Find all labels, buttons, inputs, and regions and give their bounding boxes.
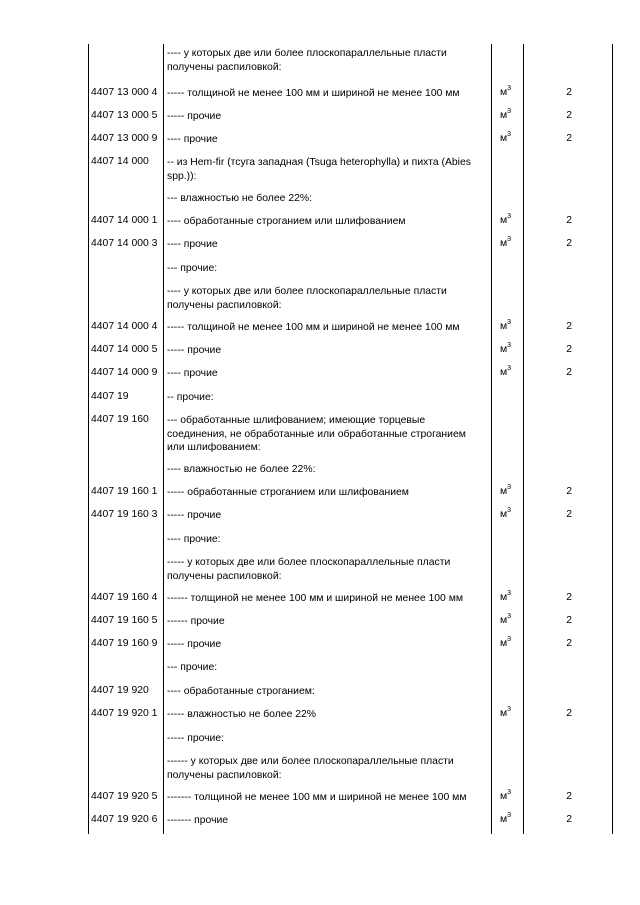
unit-superscript: 3 [507, 130, 512, 138]
unit-superscript: 3 [507, 235, 512, 243]
unit-of-measure [500, 589, 512, 603]
unit-base: м [500, 110, 508, 121]
duty-rate: 2 [566, 110, 572, 121]
table-border-right [612, 44, 613, 834]
duty-rate: 2 [566, 486, 572, 497]
unit-base: м [500, 615, 508, 626]
tariff-code: 4407 13 000 4 [91, 87, 158, 98]
goods-description: ----- влажностью не более 22% [167, 709, 317, 720]
tariff-code: 4407 14 000 5 [91, 344, 158, 355]
goods-description: ---- прочие [167, 134, 218, 145]
unit-base: м [500, 238, 508, 249]
tariff-code: 4407 19 920 6 [91, 814, 158, 825]
unit-of-measure [500, 318, 512, 332]
unit-superscript: 3 [507, 84, 512, 92]
unit-of-measure [500, 235, 512, 249]
unit-superscript: 3 [507, 107, 512, 115]
duty-rate: 2 [566, 321, 572, 332]
goods-description: ------- прочие [167, 815, 229, 826]
goods-description: ---- у которых две или более плоскопараллельные пласти получены распиловкой: [167, 48, 447, 73]
tariff-code: 4407 19 920 [91, 685, 149, 696]
goods-description: ---- влажностью не более 22%: [167, 464, 316, 475]
goods-description: ---- у которых две или более плоскопараллельные пласти получены распиловкой: [167, 286, 447, 311]
goods-description: ----- прочие [167, 345, 222, 356]
tariff-code: 4407 19 160 4 [91, 592, 158, 603]
goods-description: -- из Hem-fir (тсуга западная (Tsuga heterophylla) и пихта (Abies spp.)): [167, 157, 471, 182]
tariff-code: 4407 19 160 1 [91, 486, 158, 497]
goods-description: ------- толщиной не менее 100 мм и шириной не менее 100 мм [167, 792, 467, 803]
unit-superscript: 3 [507, 364, 512, 372]
unit-base: м [500, 367, 508, 378]
unit-base: м [500, 638, 508, 649]
unit-base: м [500, 509, 508, 520]
duty-rate: 2 [566, 344, 572, 355]
column-divider-description [491, 44, 492, 834]
unit-superscript: 3 [507, 811, 512, 819]
unit-base: м [500, 215, 508, 226]
tariff-code: 4407 19 [91, 391, 129, 402]
duty-rate: 2 [566, 509, 572, 520]
unit-of-measure [500, 612, 512, 626]
unit-superscript: 3 [507, 506, 512, 514]
goods-description: --- прочие: [167, 662, 218, 673]
duty-rate: 2 [566, 592, 572, 603]
unit-of-measure [500, 811, 512, 825]
unit-superscript: 3 [507, 705, 512, 713]
unit-base: м [500, 814, 508, 825]
goods-description: ---- прочие [167, 239, 218, 250]
unit-of-measure [500, 107, 512, 121]
goods-description: --- влажностью не более 22%: [167, 193, 313, 204]
unit-of-measure [500, 341, 512, 355]
goods-description: ------ прочие [167, 616, 225, 627]
tariff-code: 4407 14 000 4 [91, 321, 158, 332]
duty-rate: 2 [566, 615, 572, 626]
unit-of-measure [500, 705, 512, 719]
unit-superscript: 3 [507, 341, 512, 349]
unit-of-measure [500, 788, 512, 802]
column-divider-code [163, 44, 164, 834]
unit-superscript: 3 [507, 788, 512, 796]
unit-of-measure [500, 483, 512, 497]
tariff-code: 4407 19 160 3 [91, 509, 158, 520]
unit-base: м [500, 133, 508, 144]
tariff-code: 4407 13 000 5 [91, 110, 158, 121]
goods-description: ----- прочие [167, 111, 222, 122]
unit-superscript: 3 [507, 612, 512, 620]
goods-description: ---- прочие [167, 368, 218, 379]
tariff-code: 4407 14 000 1 [91, 215, 158, 226]
tariff-code: 4407 14 000 9 [91, 367, 158, 378]
goods-description: ----- толщиной не менее 100 мм и шириной не менее 100 мм [167, 322, 460, 333]
goods-description: ---- прочие: [167, 534, 221, 545]
goods-description: ----- прочие [167, 639, 222, 650]
duty-rate: 2 [566, 814, 572, 825]
unit-superscript: 3 [507, 212, 512, 220]
unit-superscript: 3 [507, 318, 512, 326]
goods-description: ------ толщиной не менее 100 мм и шириной не менее 100 мм [167, 593, 464, 604]
duty-rate: 2 [566, 367, 572, 378]
tariff-code: 4407 14 000 [91, 156, 149, 167]
unit-of-measure [500, 506, 512, 520]
unit-base: м [500, 486, 508, 497]
duty-rate: 2 [566, 238, 572, 249]
duty-rate: 2 [566, 791, 572, 802]
goods-description: ----- прочие: [167, 733, 225, 744]
unit-base: м [500, 592, 508, 603]
goods-description: --- обработанные шлифованием; имеющие торцевые соединения, не обработанные или обработанные строганием или шлифованием: [167, 415, 466, 453]
unit-superscript: 3 [507, 635, 512, 643]
unit-of-measure [500, 130, 512, 144]
tariff-code: 4407 19 160 9 [91, 638, 158, 649]
unit-of-measure [500, 635, 512, 649]
unit-base: м [500, 87, 508, 98]
goods-description: ---- обработанные строганием: [167, 686, 315, 697]
tariff-code: 4407 14 000 3 [91, 238, 158, 249]
goods-description: ----- у которых две или более плоскопараллельные пласти получены распиловкой: [167, 557, 451, 582]
unit-of-measure [500, 212, 512, 226]
unit-base: м [500, 708, 508, 719]
tariff-code: 4407 19 920 5 [91, 791, 158, 802]
tariff-code: 4407 19 160 5 [91, 615, 158, 626]
goods-description: ----- обработанные строганием или шлифованием [167, 487, 409, 498]
unit-base: м [500, 344, 508, 355]
goods-description: ------ у которых две или более плоскопараллельные пласти получены распиловкой: [167, 756, 454, 781]
goods-description: --- прочие: [167, 263, 218, 274]
goods-description: ----- толщиной не менее 100 мм и шириной не менее 100 мм [167, 88, 460, 99]
duty-rate: 2 [566, 708, 572, 719]
unit-superscript: 3 [507, 483, 512, 491]
table-border-left [88, 44, 89, 834]
tariff-code: 4407 19 160 [91, 414, 149, 425]
tariff-code: 4407 19 920 1 [91, 708, 158, 719]
unit-of-measure [500, 84, 512, 98]
duty-rate: 2 [566, 215, 572, 226]
unit-superscript: 3 [507, 589, 512, 597]
goods-description: ----- прочие [167, 510, 222, 521]
duty-rate: 2 [566, 87, 572, 98]
goods-description: ---- обработанные строганием или шлифованием [167, 216, 406, 227]
tariff-code: 4407 13 000 9 [91, 133, 158, 144]
duty-rate: 2 [566, 133, 572, 144]
unit-base: м [500, 321, 508, 332]
goods-description: -- прочие: [167, 392, 214, 403]
unit-base: м [500, 791, 508, 802]
duty-rate: 2 [566, 638, 572, 649]
unit-of-measure [500, 364, 512, 378]
